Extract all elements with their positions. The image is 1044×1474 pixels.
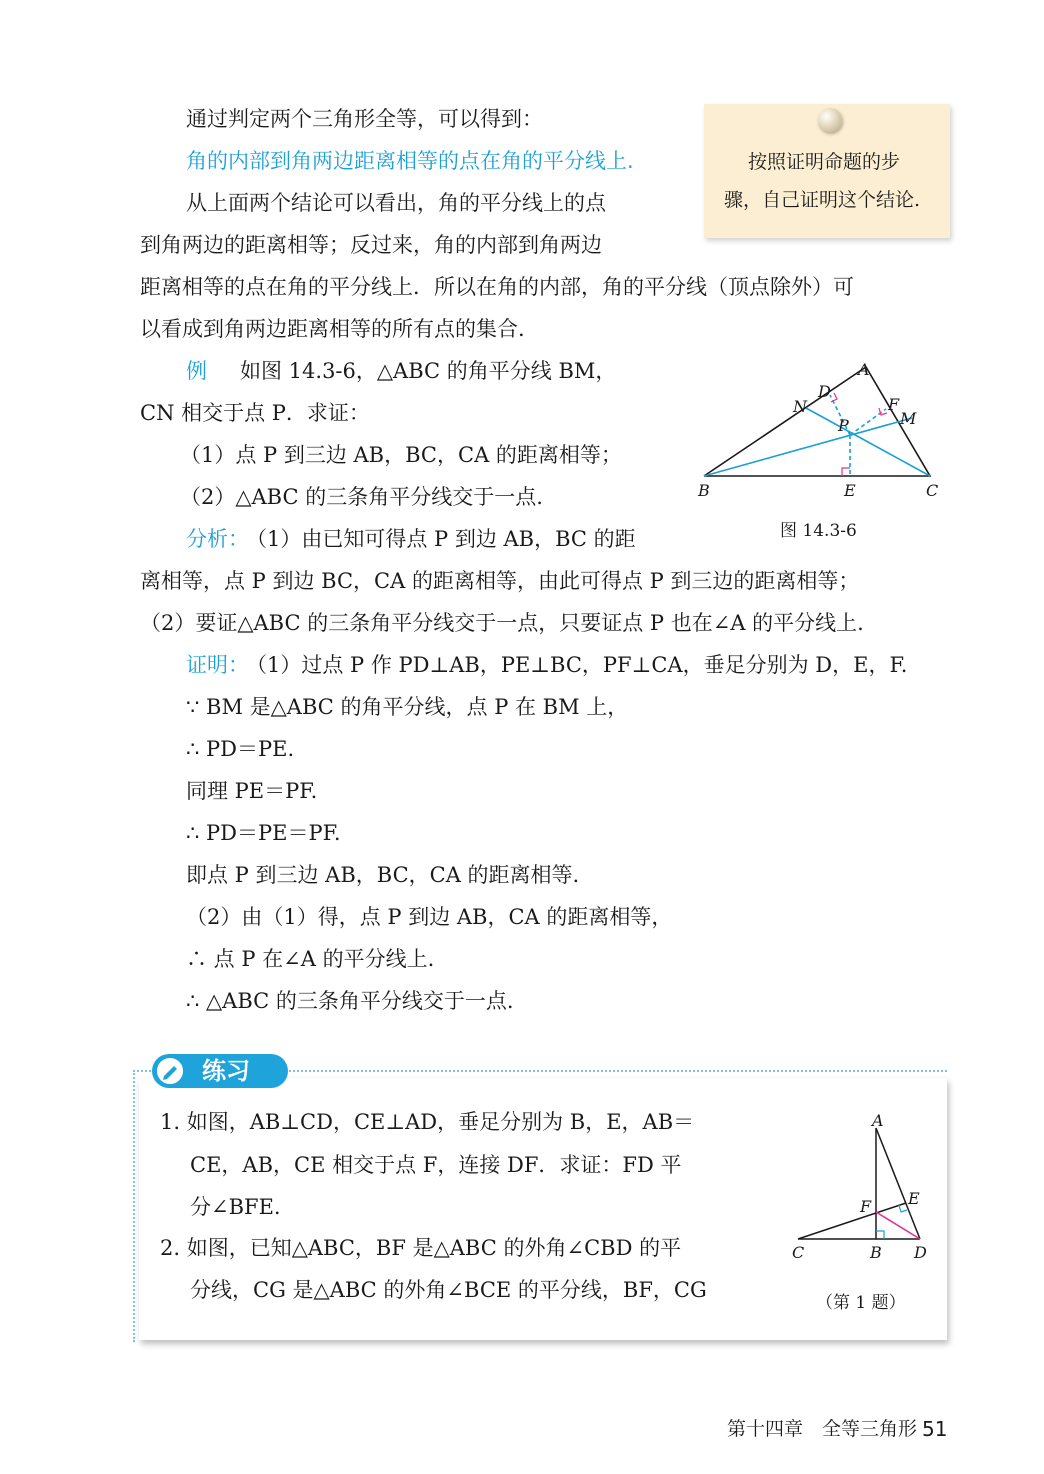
label-b: B <box>698 481 710 500</box>
label-m: M <box>900 409 917 428</box>
right-angle-b <box>876 1231 884 1239</box>
proof-line-7: （2）由（1）得，点 P 到边 AB，CA 的距离相等， <box>186 905 673 929</box>
analysis-line-3: （2）要证△ABC 的三条角平分线交于一点，只要证点 P 也在∠A 的平分线上. <box>140 611 864 635</box>
ex-label-c: C <box>792 1243 805 1262</box>
ex-label-d: D <box>914 1243 927 1262</box>
exercise-figure-caption: （第 1 题） <box>816 1293 906 1313</box>
note-line-1: 按照证明命题的步 <box>748 151 901 173</box>
exercise-title: 练习 <box>202 1057 250 1085</box>
example-line-4: （2）△ABC 的三条角平分线交于一点. <box>180 485 543 509</box>
chapter-title: 第十四章 全等三角形 <box>727 1418 918 1440</box>
label-a: A <box>858 360 870 379</box>
intro-line-1: 通过判定两个三角形全等，可以得到： <box>186 107 543 131</box>
figure-14-3-6 <box>690 355 960 550</box>
example-label: 例 <box>186 359 207 383</box>
label-d: D <box>818 382 831 401</box>
right-angle-e <box>842 468 850 476</box>
proof-line-5: ∴ PD＝PE＝PF. <box>186 821 341 845</box>
exercise-q1-line-3: 分∠BFE. <box>190 1195 281 1219</box>
pushpin-icon <box>818 108 842 132</box>
label-p: P <box>838 416 849 435</box>
segment-df <box>876 1212 920 1239</box>
analysis-line-2: 离相等，点 P 到边 BC，CA 的距离相等，由此可得点 P 到三边的距离相等； <box>140 569 860 593</box>
exercise-q1-line-1: 1. 如图，AB⊥CD，CE⊥AD，垂足分别为 B，E，AB＝ <box>160 1110 695 1134</box>
proof-line-2: ∵ BM 是△ABC 的角平分线，点 P 在 BM 上， <box>186 695 629 719</box>
segment-ad <box>876 1128 920 1239</box>
label-n: N <box>793 397 807 416</box>
label-c: C <box>926 481 939 500</box>
exercise-figure <box>788 1106 938 1316</box>
proof-label: 证明： <box>186 653 249 677</box>
proof-line-6: 即点 P 到三边 AB，BC，CA 的距离相等. <box>186 863 580 887</box>
ex-label-b: B <box>870 1243 882 1262</box>
intro-line-4: 到角两边的距离相等；反过来，角的内部到角两边 <box>140 233 602 257</box>
example-line-2: CN 相交于点 P．求证： <box>140 401 370 425</box>
page-number: 51 <box>922 1417 948 1441</box>
exercise-q1-line-2: CE，AB，CE 相交于点 F，连接 DF．求证：FD 平 <box>190 1153 682 1177</box>
ex-label-a: A <box>872 1111 884 1130</box>
analysis-line-1: （1）由已知可得点 P 到边 AB，BC 的距 <box>246 527 636 551</box>
right-angle-e <box>899 1205 907 1212</box>
intro-line-6: 以看成到角两边距离相等的所有点的集合. <box>140 317 525 341</box>
right-angle-d <box>831 393 837 402</box>
conclusion-highlight: 角的内部到角两边距离相等的点在角的平分线上. <box>186 149 634 173</box>
label-e: E <box>844 481 856 500</box>
figure-caption: 图 14.3-6 <box>780 521 857 541</box>
bisector-bm <box>704 418 912 476</box>
proof-line-3: ∴ PD＝PE. <box>186 737 295 761</box>
label-f: F <box>888 395 900 414</box>
example-line-1: 如图 14.3-6，△ABC 的角平分线 BM， <box>240 359 617 383</box>
intro-line-3: 从上面两个结论可以看出，角的平分线上的点 <box>186 191 606 215</box>
intro-line-5: 距离相等的点在角的平分线上．所以在角的内部，角的平分线（顶点除外）可 <box>140 275 854 299</box>
proof-line-1: （1）过点 P 作 PD⊥AB，PE⊥BC，PF⊥CA，垂足分别为 D，E，F. <box>246 653 908 677</box>
pencil-icon <box>155 1056 185 1086</box>
proof-line-4: 同理 PE＝PF. <box>186 779 318 803</box>
ex-label-f: F <box>860 1197 872 1216</box>
exercise-q2-line-1: 2. 如图，已知△ABC，BF 是△ABC 的外角∠CBD 的平 <box>160 1236 682 1260</box>
proof-line-9: ∴ △ABC 的三条角平分线交于一点. <box>186 989 514 1013</box>
proof-line-8: ∴ 点 P 在∠A 的平分线上. <box>186 947 435 971</box>
exercise-q2-line-2: 分线，CG 是△ABC 的外角∠BCE 的平分线，BF，CG <box>190 1278 707 1302</box>
note-line-2: 骤，自己证明这个结论. <box>724 189 921 211</box>
triangle-abc <box>704 367 930 476</box>
analysis-label: 分析： <box>186 527 249 551</box>
ex-label-e: E <box>908 1189 920 1208</box>
example-line-3: （1）点 P 到三边 AB，BC，CA 的距离相等； <box>180 443 622 467</box>
